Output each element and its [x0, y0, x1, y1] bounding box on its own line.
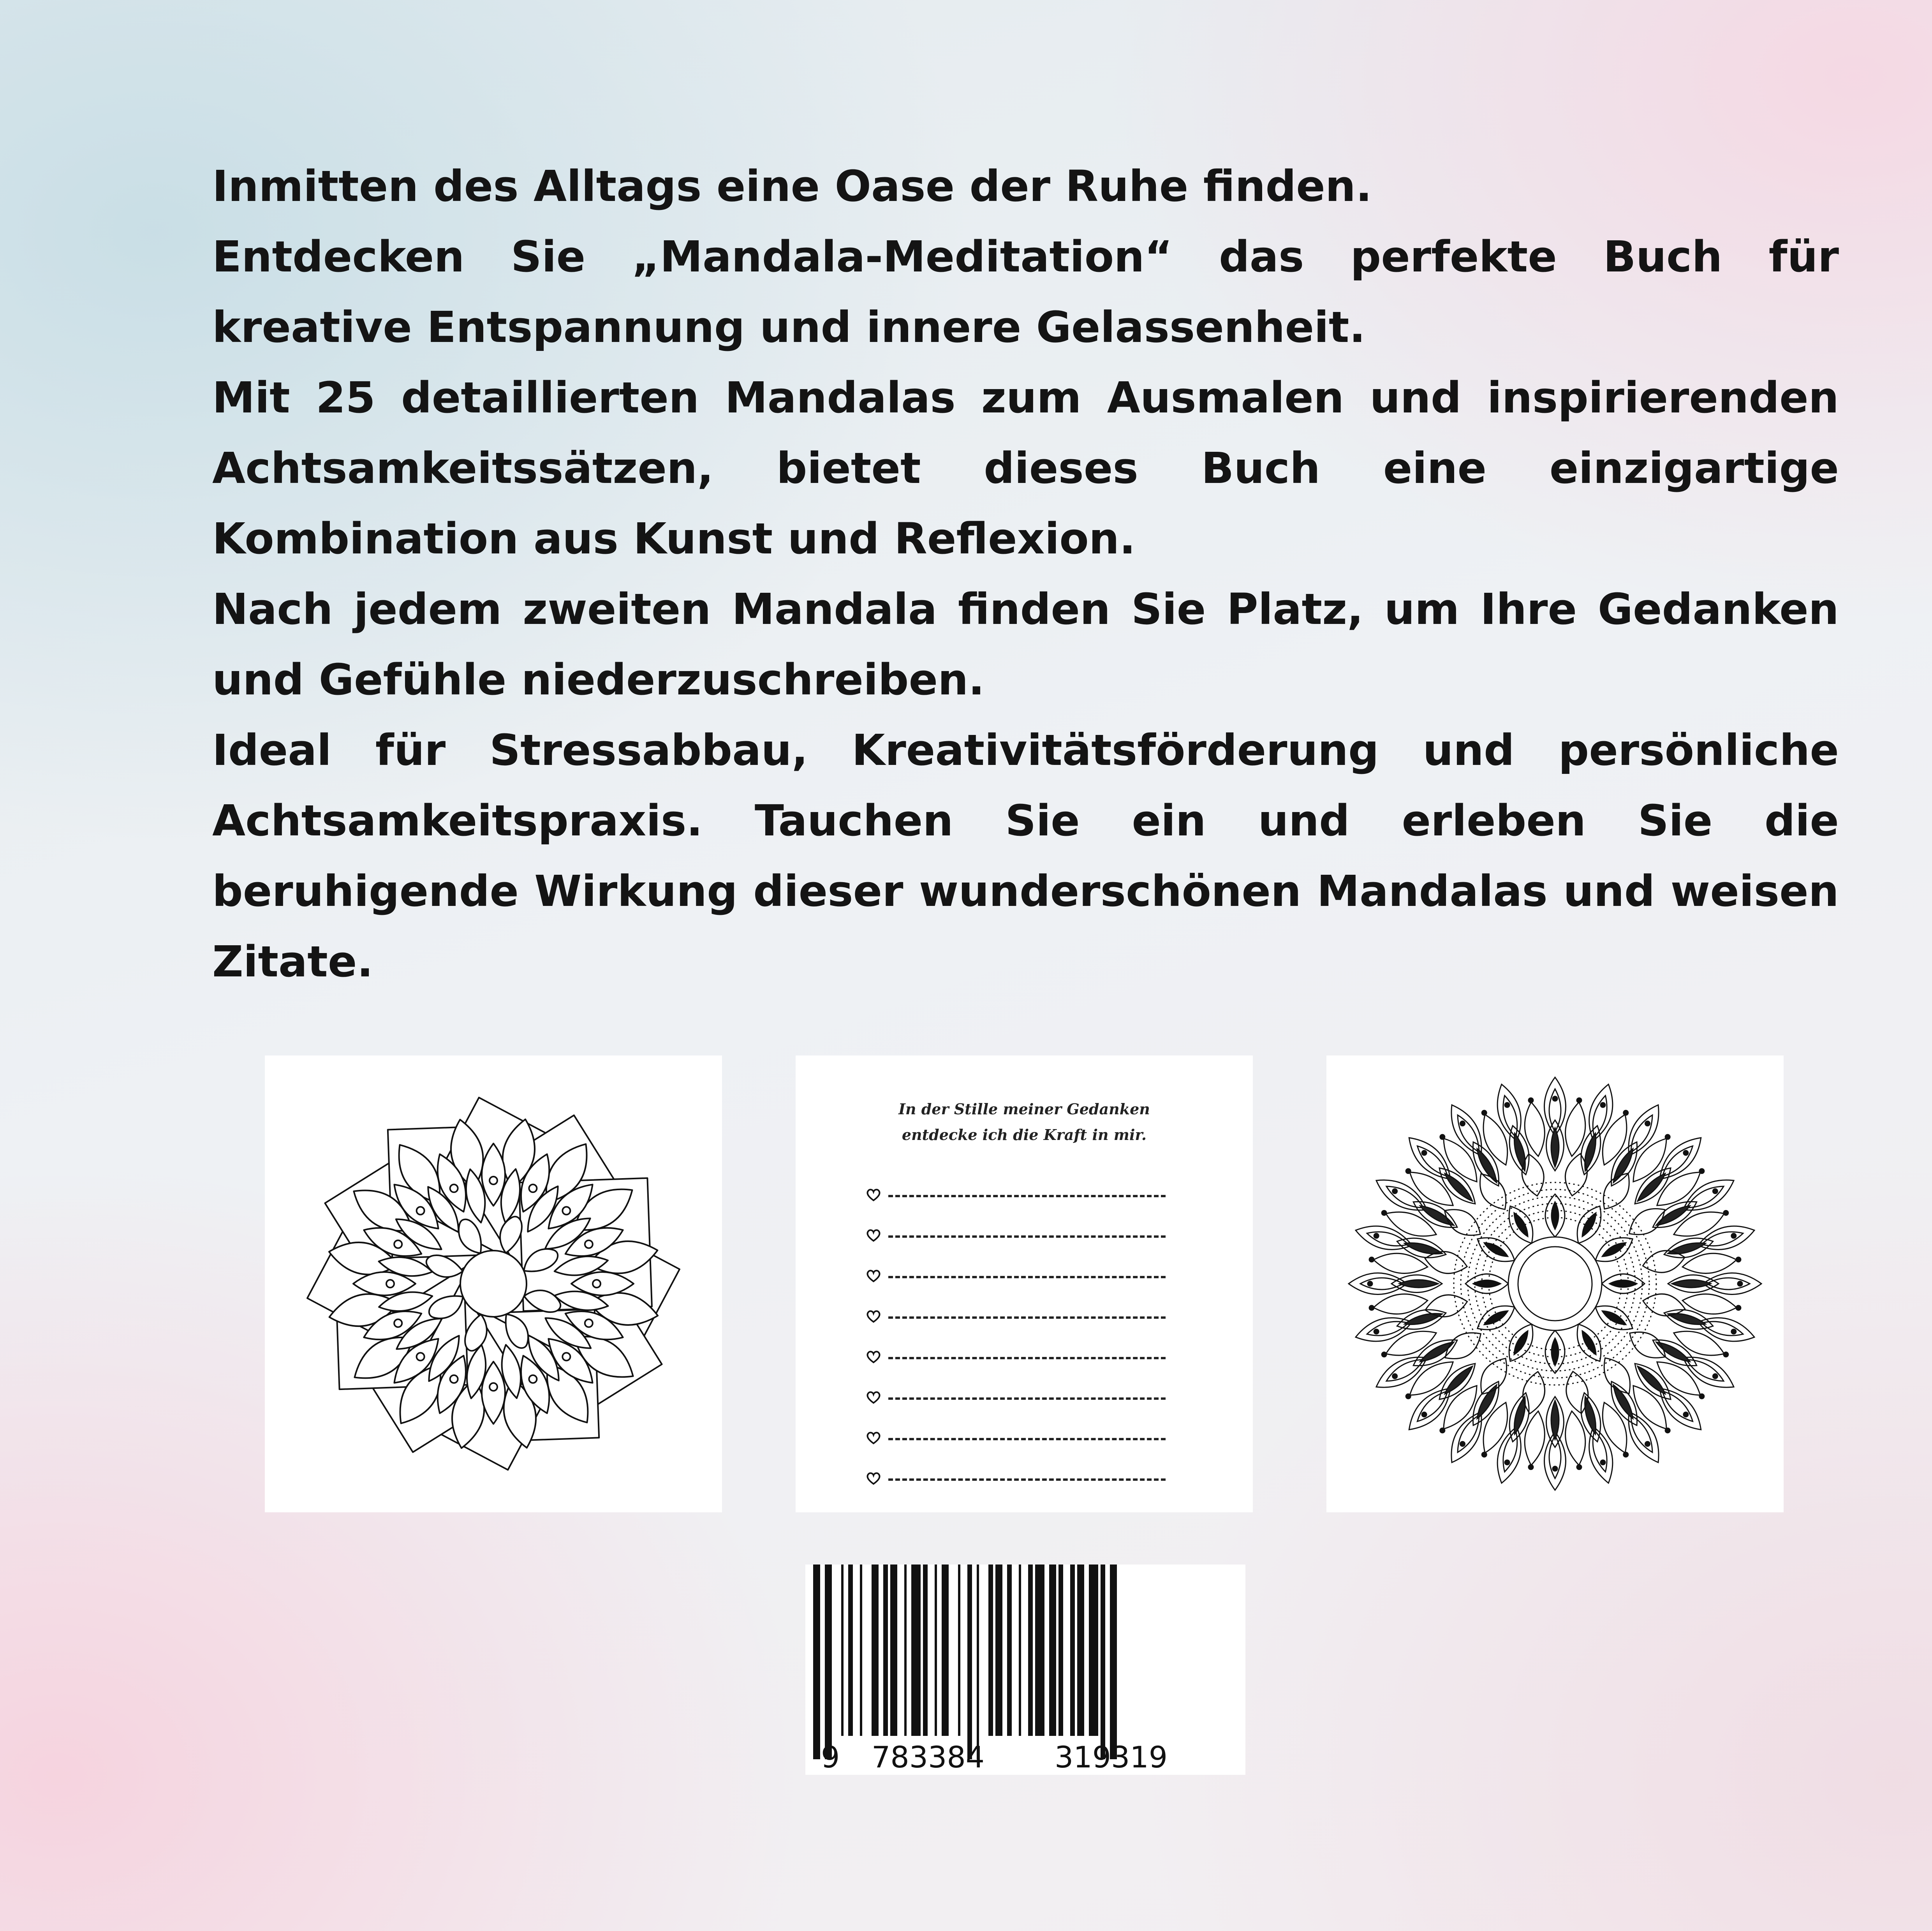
writing-line: [888, 1195, 1166, 1197]
barcode-digit-group-1: 783384: [872, 1740, 985, 1774]
mandala-preview-left: [265, 1055, 722, 1512]
isbn-barcode: [805, 1565, 1245, 1775]
journal-line: [866, 1471, 1166, 1486]
description-paragraph: Ideal für Stressabbau, Kreativitätsförderung und persönliche Achtsamkeitspraxis. Tauchen Sie ein und erleben Sie die beruhigende Wirkung dieser wunderschönen Mandalas und weisen Zitate.: [212, 725, 1839, 987]
heart-icon: [866, 1390, 881, 1405]
heart-icon: [866, 1187, 881, 1203]
journal-line: [866, 1430, 1166, 1446]
heart-icon: [866, 1268, 881, 1284]
description-paragraph: Nach jedem zweiten Mandala finden Sie Platz, um Ihre Gedanken und Gefühle niederzuschreiben.: [212, 584, 1839, 705]
writing-line: [888, 1357, 1166, 1359]
barcode-digit-prefix: 9: [821, 1740, 840, 1774]
writing-line: [888, 1438, 1166, 1440]
heart-icon: [866, 1430, 881, 1446]
journal-quote: [796, 1096, 1253, 1148]
journal-line: [866, 1309, 1166, 1324]
writing-line: [888, 1235, 1166, 1238]
book-description: [212, 151, 1839, 997]
heart-icon: [866, 1471, 881, 1486]
mandala-detailed-icon: [1326, 1055, 1784, 1512]
description-paragraph: Entdecken Sie „Mandala-Meditation“ das perfekte Buch für kreative Entspannung und innere Gelassenheit.: [212, 232, 1839, 352]
mandala-preview-right: [1326, 1055, 1784, 1512]
writing-line: [888, 1276, 1166, 1278]
journal-line: [866, 1390, 1166, 1405]
barcode-digits: [805, 1740, 1245, 1774]
barcode-digit-group-2: 319319: [1055, 1740, 1168, 1774]
heart-icon: [866, 1309, 881, 1324]
journal-page-preview: [796, 1055, 1253, 1512]
writing-line: [888, 1316, 1166, 1319]
mandala-outline-icon: [265, 1055, 722, 1512]
journal-line: [866, 1228, 1166, 1243]
heart-icon: [866, 1349, 881, 1365]
journal-quote-line-1: In der Stille meiner Gedanken: [898, 1100, 1150, 1118]
writing-line: [888, 1397, 1166, 1400]
writing-line: [888, 1478, 1166, 1481]
journal-line: [866, 1268, 1166, 1284]
description-paragraph: Inmitten des Alltags eine Oase der Ruhe finden.: [212, 161, 1372, 211]
journal-quote-line-2: entdecke ich die Kraft in mir.: [902, 1126, 1147, 1143]
description-paragraph: Mit 25 detaillierten Mandalas zum Ausmalen und inspirierenden Achtsamkeitssätzen, bietet dieses Buch eine einzigartige Kombination aus Kunst und Reflexion.: [212, 373, 1839, 564]
journal-line: [866, 1187, 1166, 1203]
journal-line: [866, 1349, 1166, 1365]
heart-icon: [866, 1228, 881, 1243]
